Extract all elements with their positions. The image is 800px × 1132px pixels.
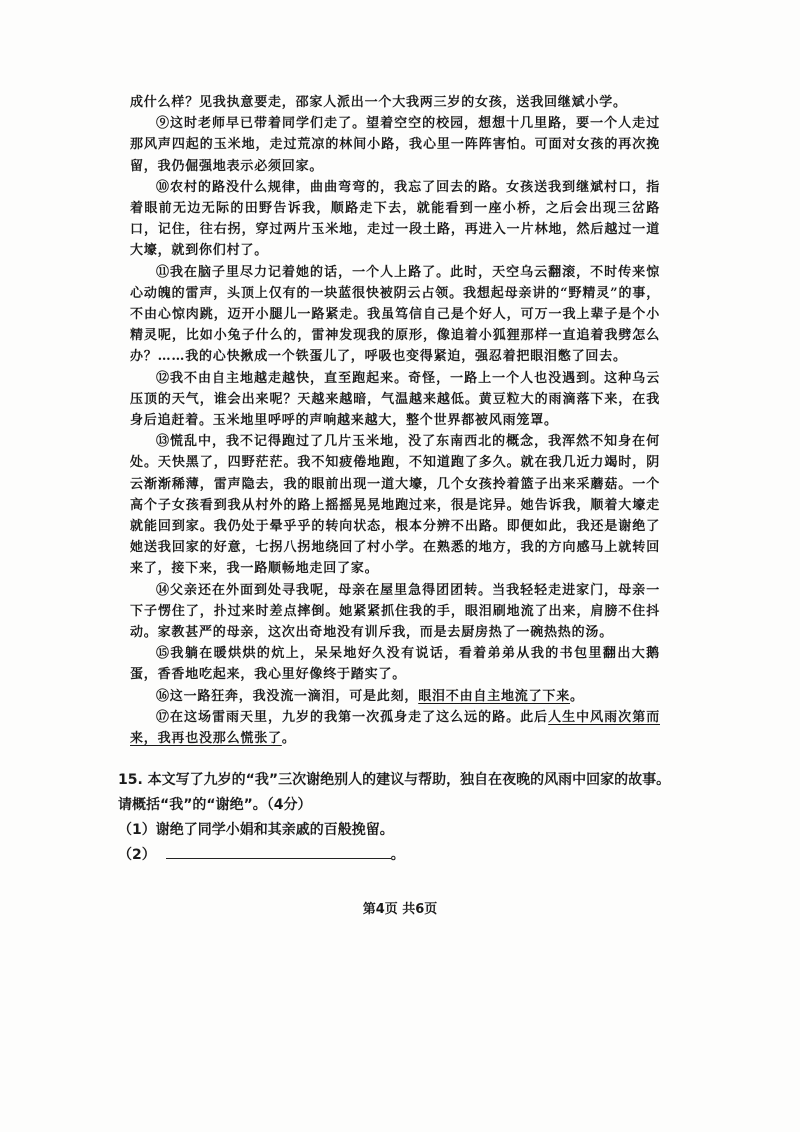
paragraph-16-end: 。	[570, 688, 584, 704]
question-15-prompt: 15. 本文写了九岁的“我”三次谢绝别人的建议与帮助，独自在夜晚的风雨中回家的故事。请概括“我”的“谢绝”。（4分）	[118, 772, 671, 813]
paragraph-17-end: 。	[281, 731, 296, 747]
underlined-sentence-16: 眼泪不由自主地流了下来	[418, 688, 571, 704]
answer-2-label: （2）	[118, 847, 156, 863]
answer-2-blank[interactable]	[166, 843, 391, 859]
paragraph-14: ⑭父亲还在外面到处寻我呢，母亲在屋里急得团团转。当我轻轻走进家门，母亲一下子愣住了，扑过来时差点摔倒。她紧紧抓住我的手，眼泪刷地流了出来，肩膀不住抖动。家教甚严的母亲，这次出奇地没有训斥我，而是去厨房热了一碗热热的汤。	[130, 582, 660, 641]
paragraph-17	[130, 707, 660, 749]
answer-2	[118, 843, 678, 868]
paragraph-12: ⑫我不由自主地越走越快，直至跑起来。奇怪，一路上一个人也没遇到。这种乌云压顶的天气，谁会出来呢？天越来越暗，气温越来越低。黄豆粒大的雨滴落下来，在我身后追赶着。玉米地里呼呼的声响越来越大，整个世界都被风雨笼罩。	[130, 370, 660, 429]
reading-passage	[130, 92, 660, 749]
paragraph-16	[130, 686, 660, 707]
question-15	[118, 768, 678, 868]
answer-2-end: 。	[390, 847, 405, 863]
paragraph-10: ⑩农村的路没什么规律，曲曲弯弯的，我忘了回去的路。女孩送我到继斌村口，指着眼前无边无际的田野告诉我，顺路走下去，就能看到一座小桥，之后会出现三岔路口，记住，往右拐，穿过两片玉米地，走过一段土路，再进入一片林地，然后越过一道大壕，就到你们村了。	[130, 179, 660, 259]
paragraph-17-start: ⑰在这场雷雨天里，九岁的我第一次孤身走了这么远的路。此后	[156, 709, 549, 725]
paragraph-15: ⑮我躺在暖烘烘的炕上，呆呆地好久没有说话，看着弟弟从我的书包里翻出大鹅蛋，香香地吃起来，我心里好像终于踏实了。	[130, 646, 660, 683]
underlined-sentence-17: 人生中风雨次第而来，我再也没那么慌张了	[130, 709, 660, 747]
paragraph-11: ⑪我在脑子里尽力记着她的话，一个人上路了。此时，天空乌云翻滚，不时传来惊心动魄的雷声，头顶上仅有的一块蓝很快被阴云占领。我想起母亲讲的“野精灵”的事，不由心惊肉跳，迈开小腿儿一路紧走。我虽笃信自己是个好人，可万一我上辈子是个小精灵呢，比如小兔子什么的，雷神发现我的原形，像追着小狐狸那样一直追着我劈怎么办？……我的心快揪成一个铁蛋儿了，呼吸也变得紧迫，强忍着把眼泪憋了回去。	[130, 264, 660, 365]
page-footer: 第4页 共6页	[362, 902, 438, 917]
answer-1: （1）谢绝了同学小娟和其亲戚的百般挽留。	[118, 822, 394, 838]
paragraph-continued: 成什么样？见我执意要走，邵家人派出一个大我两三岁的女孩，送我回继斌小学。	[130, 95, 627, 110]
paragraph-16-start: ⑯这一路狂奔，我没流一滴泪，可是此刻，	[156, 688, 419, 704]
paragraph-13: ⑬慌乱中，我不记得跑过了几片玉米地，没了东南西北的概念，我浑然不知身在何处。天快黑了，四野茫茫。我不知疲倦地跑，不知道跑了多久。就在我几近力竭时，阴云渐渐稀薄，雷声隐去，我的眼前出现一道大壕，几个女孩拎着篮子出来采蘑菇。一个高个子女孩看到我从村外的路上摇摇晃晃地跑过来，很是诧异。她告诉我，顺着大壕走就能回到家。我仍处于晕乎乎的转向状态，根本分辨不出路。即便如此，我还是谢绝了她送我回家的好意，七拐八拐地绕回了村小学。在熟悉的地方，我的方向感马上就转回来了，接下来，我一路顺畅地走回了家。	[130, 434, 660, 577]
paragraph-9: ⑨这时老师早已带着同学们走了。望着空空的校园，想想十几里路，要一个人走过那风声四起的玉米地，走过荒凉的林间小路，我心里一阵阵害怕。可面对女孩的再次挽留，我仍倔强地表示必须回家。	[130, 116, 660, 174]
